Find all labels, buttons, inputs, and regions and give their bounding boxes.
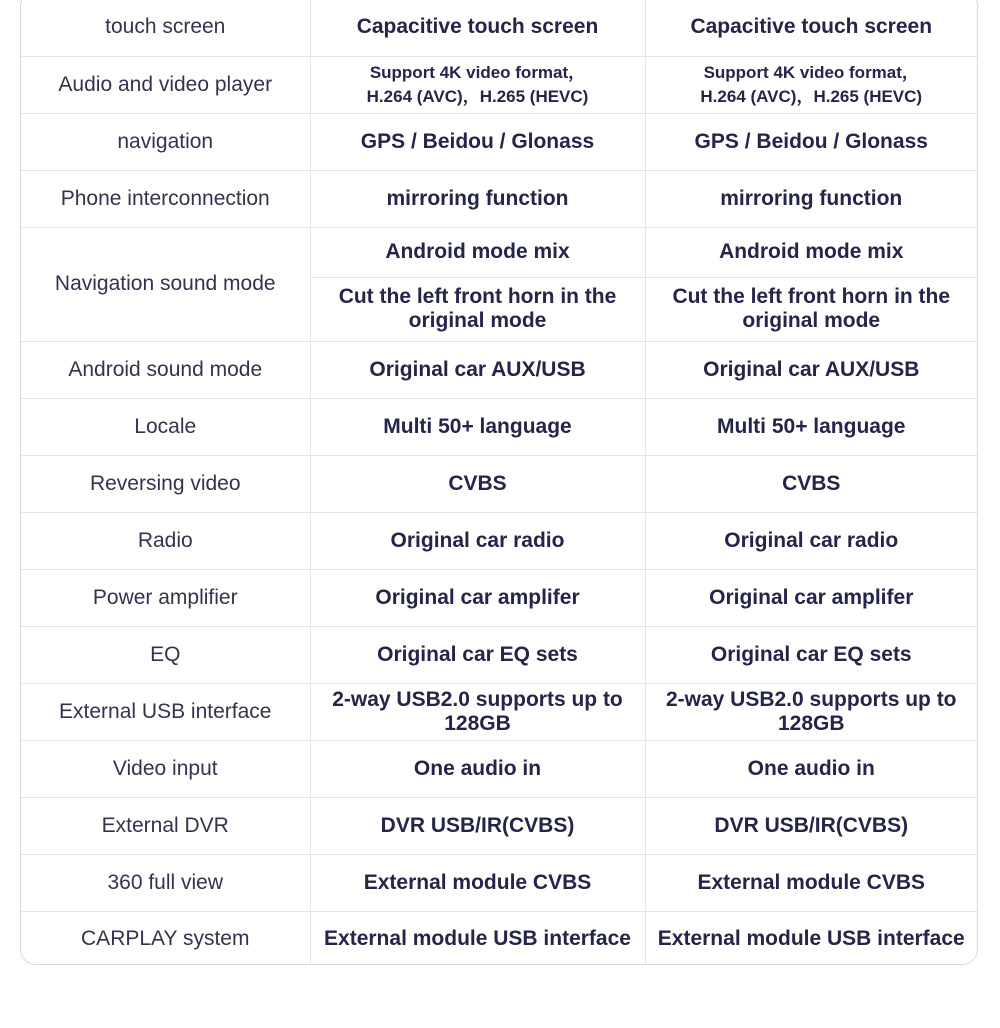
table-row [21,56,977,113]
value-cell: 2-way USB2.0 supports up to 128GB [645,683,977,740]
row-label: Phone interconnection [21,170,310,227]
value-cell: Cut the left front horn in the original mode [310,277,645,341]
value-cell: Original car AUX/USB [645,341,977,398]
value-cell: Cut the left front horn in the original mode [645,277,977,341]
value-cell: External module USB interface [310,911,645,965]
value-cell: DVR USB/IR(CVBS) [310,797,645,854]
row-label: Audio and video player [21,56,310,113]
row-label: navigation [21,113,310,170]
value-cell: Support 4K video format， H.264 (AVC)，H.265 (HEVC) [645,56,977,113]
value-cell: CVBS [645,455,977,512]
value-cell: External module CVBS [645,854,977,911]
value-cell: DVR USB/IR(CVBS) [645,797,977,854]
row-label: Radio [21,512,310,569]
value-cell: Original car radio [645,512,977,569]
value-cell: Capacitive touch screen [310,0,645,56]
table-row [21,227,977,277]
value-cell: Original car amplifer [645,569,977,626]
value-cell: Original car radio [310,512,645,569]
value-cell: Multi 50+ language [645,398,977,455]
row-label: CARPLAY system [21,911,310,965]
value-cell: External module CVBS [310,854,645,911]
table-row [21,113,977,170]
table-row [21,398,977,455]
table-row [21,569,977,626]
row-label: EQ [21,626,310,683]
value-cell: One audio in [310,740,645,797]
row-label: touch screen [21,0,310,56]
table-row [21,911,977,965]
value-cell: mirroring function [310,170,645,227]
table-row [21,0,977,56]
table-row [21,170,977,227]
value-cell: mirroring function [645,170,977,227]
row-label: External USB interface [21,683,310,740]
value-cell: Original car amplifer [310,569,645,626]
value-cell: One audio in [645,740,977,797]
row-label: External DVR [21,797,310,854]
value-cell: Android mode mix [310,227,645,277]
value-cell: Original car EQ sets [310,626,645,683]
value-cell: CVBS [310,455,645,512]
value-cell: GPS / Beidou / Glonass [310,113,645,170]
value-cell: Android mode mix [645,227,977,277]
value-cell: Support 4K video format， H.264 (AVC)，H.265 (HEVC) [310,56,645,113]
value-cell: GPS / Beidou / Glonass [645,113,977,170]
row-label: Navigation sound mode [21,227,310,341]
table-row [21,854,977,911]
value-cell: 2-way USB2.0 supports up to 128GB [310,683,645,740]
table-row [21,512,977,569]
row-label: Reversing video [21,455,310,512]
table-row [21,740,977,797]
table-row [21,797,977,854]
row-label: Video input [21,740,310,797]
row-label: Locale [21,398,310,455]
row-label: 360 full view [21,854,310,911]
value-cell: Original car EQ sets [645,626,977,683]
table-row [21,626,977,683]
row-label: Android sound mode [21,341,310,398]
row-label: Power amplifier [21,569,310,626]
value-cell: External module USB interface [657,927,965,951]
table-row [21,455,977,512]
value-cell: Capacitive touch screen [645,0,977,56]
table-row [21,341,977,398]
value-cell: Original car AUX/USB [310,341,645,398]
table-row [21,683,977,740]
spec-table [21,0,977,965]
value-cell: Multi 50+ language [310,398,645,455]
spec-table-card [20,0,978,965]
